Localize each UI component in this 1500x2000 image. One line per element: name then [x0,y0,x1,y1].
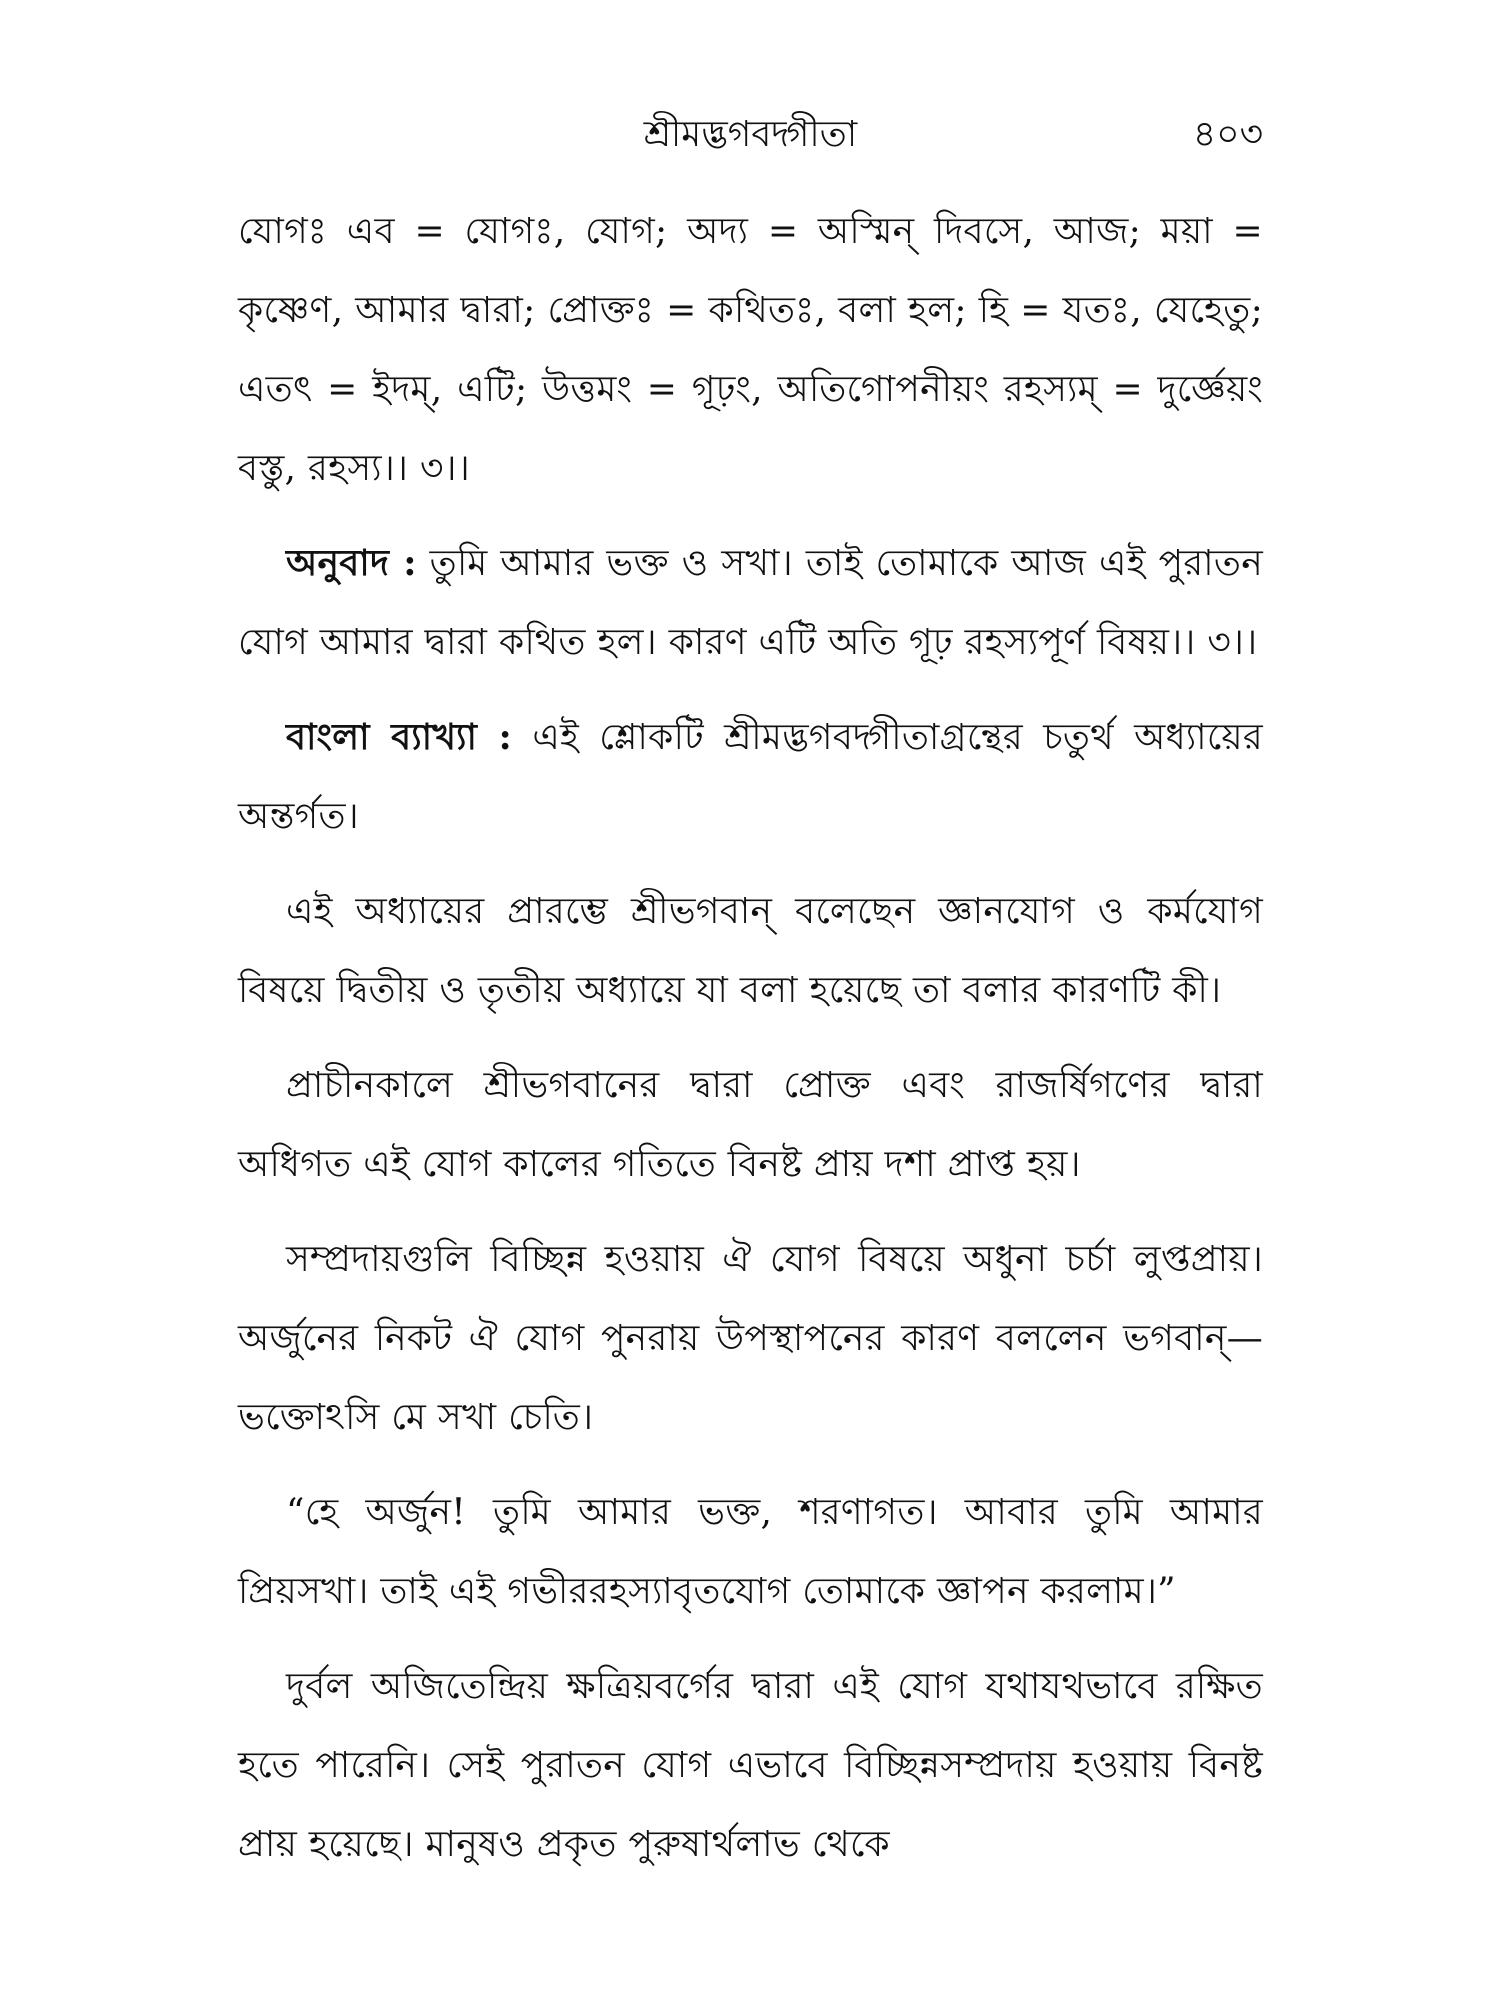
paragraph [238,1647,1263,1884]
paragraph [238,1220,1263,1457]
paragraph-word-meanings [238,192,1263,508]
paragraph-translation [238,524,1263,682]
running-title: শ্রীমদ্ভগবদ্গীতা [643,114,858,155]
paragraph-text: যোগঃ এব = যোগঃ, যোগ; অদ্য = অস্মিন্ দিবসে, আজ; ময়া = কৃষ্ণেণ, আমার দ্বারা; প্রোক্তঃ = কথিতঃ, বলা হল; হি = যতঃ, যেহেতু; এতৎ = ইদম্, এটি; উত্তমং = গূঢ়ং, অতিগোপনীয়ং রহস্যম্ = দুর্জ্ঞেয়ং বস্তু, রহস্য।। ৩।। [238,211,1263,489]
paragraph-quote [238,1473,1263,1631]
paragraph-explanation [238,698,1263,856]
paragraph-text: সম্প্রদায়গুলি বিচ্ছিন্ন হওয়ায় ঐ যোগ বিষয়ে অধুনা চর্চা লুপ্তপ্রায়। অর্জুনের নিকট ঐ যোগ পুনরায় উপস্থাপনের কারণ বললেন ভগবান্—ভক্তোঽসি মে সখা চেতি। [238,1239,1263,1438]
page-number: ৪০৩ [1192,114,1263,155]
paragraph-text: দুর্বল অজিতেন্দ্রিয় ক্ষত্রিয়বর্গের দ্বারা এই যোগ যথাযথভাবে রক্ষিত হতে পারেনি। সেই পুরাতন যোগ এভাবে বিচ্ছিন্নসম্প্রদায় হওয়ায় বিনষ্ট প্রায় হয়েছে। মানুষও প্রকৃত পুরুষার্থলাভ থেকে [238,1666,1263,1865]
paragraph-text: প্রাচীনকালে শ্রীভগবানের দ্বারা প্রোক্ত এবং রাজর্ষিগণের দ্বারা অধিগত এই যোগ কালের গতিতে বিনষ্ট প্রায় দশা প্রাপ্ত হয়। [238,1065,1263,1185]
paragraph-text: এই শ্লোকটি শ্রীমদ্ভগবদ্গীতাগ্রন্থের চতুর্থ অধ্যায়ের অন্তর্গত। [238,717,1263,837]
paragraph-text: এই অধ্যায়ের প্রারম্ভে শ্রীভগবান্ বলেছেন জ্ঞানযোগ ও কর্মযোগ বিষয়ে দ্বিতীয় ও তৃতীয় অধ্যায়ে যা বলা হয়েছে তা বলার কারণটি কী। [238,891,1263,1011]
paragraph-lead: অনুবাদ : [286,542,417,584]
paragraph-text: “হে অর্জুন! তুমি আমার ভক্ত, শরণাগত। আবার তুমি আমার প্রিয়সখা। তাই এই গভীররহস্যাবৃতযোগ তোমাকে জ্ঞাপন করলাম।” [238,1492,1263,1612]
paragraph [238,872,1263,1030]
paragraph-text: তুমি আমার ভক্ত ও সখা। তাই তোমাকে আজ এই পুরাতন যোগ আমার দ্বারা কথিত হল। কারণ এটি অতি গূঢ় রহস্যপূর্ণ বিষয়।। ৩।। [238,543,1263,663]
page-header [238,110,1263,170]
book-page [238,110,1263,1960]
page-body [238,192,1263,1884]
paragraph-lead: বাংলা ব্যাখ্যা : [286,716,513,758]
paragraph [238,1046,1263,1204]
